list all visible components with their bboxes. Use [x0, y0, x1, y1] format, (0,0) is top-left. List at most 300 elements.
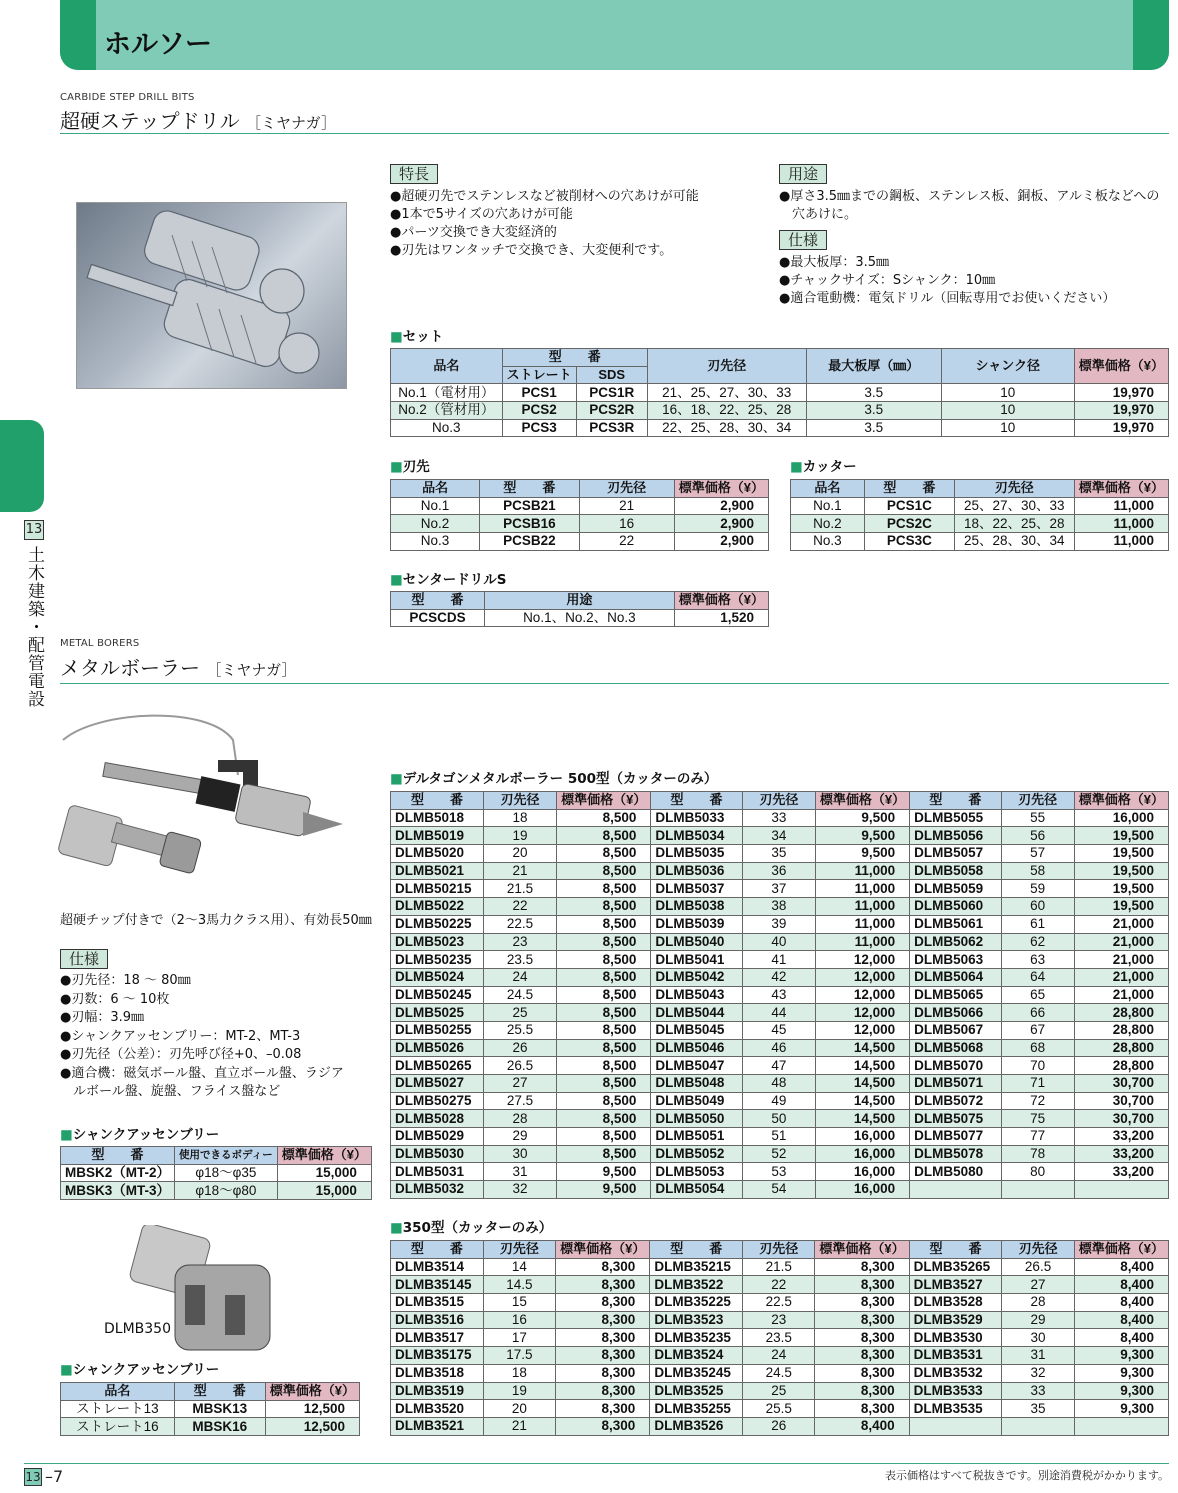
col-header: 型 番: [910, 792, 1001, 810]
table-cell: DLMB5022: [391, 898, 484, 916]
table-cell: 33: [1002, 1382, 1074, 1400]
metal-borer-photo: [58, 700, 358, 900]
table-cell: 14,500: [815, 1057, 909, 1075]
table-cell: DLMB35145: [391, 1276, 484, 1294]
col-header: 標準価格（¥）: [674, 480, 768, 498]
table-cell: 20: [483, 845, 556, 863]
table-cell: 17.5: [483, 1347, 555, 1365]
table-cell: 32: [483, 1181, 556, 1199]
table-cell: DLMB5075: [910, 1110, 1001, 1128]
table-cell: 33,200: [1074, 1163, 1168, 1181]
feature-item: ●1本で5サイズの穴あけが可能: [390, 207, 573, 222]
table-cell: DLMB5070: [910, 1057, 1001, 1075]
table-cell: 30,700: [1074, 1092, 1168, 1110]
page-title: ホルソー: [104, 29, 212, 60]
table-cell: 8,400: [1074, 1294, 1168, 1312]
table-cell: 22.5: [483, 915, 556, 933]
table-cell: No.1: [391, 497, 480, 515]
uses-tag: 用途: [779, 164, 827, 184]
table-cell: 3.5: [806, 402, 941, 420]
table-cell: 21.5: [483, 880, 556, 898]
table-cell: 19,970: [1074, 402, 1168, 420]
table-cell: 2,900: [674, 515, 768, 533]
table-cell: 23.5: [743, 1329, 815, 1347]
table-cell: DLMB3532: [909, 1364, 1002, 1382]
table-cell: 11,000: [815, 933, 909, 951]
col-header: 刃先径: [743, 1241, 815, 1259]
table-cell: DLMB35215: [650, 1258, 743, 1276]
table-cell: 55: [1001, 809, 1074, 827]
t350-table: [390, 1240, 1169, 1436]
table-cell: DLMB3514: [391, 1258, 484, 1276]
table-cell: φ18～φ35: [175, 1164, 278, 1182]
table-cell: 9,500: [557, 1163, 651, 1181]
table-cell: DLMB5072: [910, 1092, 1001, 1110]
table-cell: DLMB3523: [650, 1311, 743, 1329]
table-cell: 11,000: [815, 915, 909, 933]
table-cell: 77: [1001, 1128, 1074, 1146]
table-cell: 67: [1001, 1021, 1074, 1039]
table-cell: 21,000: [1074, 915, 1168, 933]
table-cell: 8,400: [1074, 1276, 1168, 1294]
table-cell: DLMB3526: [650, 1417, 743, 1435]
table-cell: DLMB5044: [651, 1004, 742, 1022]
set-caption: ■セット: [390, 329, 444, 345]
table-cell: DLMB50265: [391, 1057, 484, 1075]
table-cell: 34: [742, 827, 815, 845]
table-row: [391, 515, 769, 533]
table-cell: 9,500: [815, 845, 909, 863]
table-cell: 24: [483, 968, 556, 986]
table-row: [391, 1181, 1169, 1199]
table-cell: DLMB50255: [391, 1021, 484, 1039]
table-cell: 32: [1002, 1364, 1074, 1382]
table-cell: 44: [742, 1004, 815, 1022]
table-cell: 12,500: [265, 1400, 359, 1418]
table-cell: DLMB5018: [391, 809, 484, 827]
col-header: 標準価格（¥）: [1074, 792, 1168, 810]
table-cell: 26.5: [483, 1057, 556, 1075]
table-cell: DLMB5059: [910, 880, 1001, 898]
table-cell: DLMB3529: [909, 1311, 1002, 1329]
table-cell: DLMB5080: [910, 1163, 1001, 1181]
col-header: 標準価格（¥）: [556, 1241, 650, 1259]
table-cell: DLMB5068: [910, 1039, 1001, 1057]
col-header: 刃先径: [579, 480, 674, 498]
table-cell: DLMB5066: [910, 1004, 1001, 1022]
table-cell: DLMB5024: [391, 968, 484, 986]
table-cell: 21,000: [1074, 986, 1168, 1004]
table-cell: [1002, 1417, 1074, 1435]
table-cell: DLMB3520: [391, 1400, 484, 1418]
set-table: [390, 348, 1169, 437]
table-cell: 33,200: [1074, 1145, 1168, 1163]
table-row: [391, 1145, 1169, 1163]
shank1-caption: ■シャンクアッセンブリー: [60, 1127, 220, 1143]
table-cell: MBSK16: [174, 1418, 265, 1436]
table-cell: DLMB35245: [650, 1364, 743, 1382]
table-cell: 28,800: [1074, 1039, 1168, 1057]
metal-note: 超硬チップ付きで（2～3馬力クラス用）、有効長50㎜: [60, 913, 372, 928]
col-header: 標準価格（¥）: [815, 792, 909, 810]
table-cell: 8,500: [557, 986, 651, 1004]
table-cell: 22.5: [743, 1294, 815, 1312]
col-header: 最大板厚（㎜）: [806, 349, 941, 384]
table-cell: DLMB35175: [391, 1347, 484, 1365]
tip-table: [390, 479, 769, 551]
table-cell: DLMB5078: [910, 1145, 1001, 1163]
table-row: [391, 1311, 1169, 1329]
table-cell: 21、25、27、30、33: [647, 384, 806, 402]
table-cell: DLMB5045: [651, 1021, 742, 1039]
step-drill-photo: [76, 202, 347, 389]
col-header: 品名: [791, 480, 865, 498]
table-row: [391, 809, 1169, 827]
table-cell: 27.5: [483, 1092, 556, 1110]
table-cell: 28,800: [1074, 1004, 1168, 1022]
table-cell: DLMB35235: [650, 1329, 743, 1347]
table-cell: 28,800: [1074, 1057, 1168, 1075]
table-cell: 14: [483, 1258, 555, 1276]
col-header: 型 番: [174, 1383, 265, 1401]
col-header: 標準価格（¥）: [557, 792, 651, 810]
features-list: [390, 188, 699, 260]
table-cell: No.1、No.2、No.3: [484, 609, 674, 627]
table-cell: 8,300: [556, 1276, 650, 1294]
table-cell: 9,500: [557, 1181, 651, 1199]
table-cell: 25: [483, 1004, 556, 1022]
col-header: 刃先径: [742, 792, 815, 810]
table-cell: 63: [1001, 951, 1074, 969]
table-cell: 8,300: [556, 1294, 650, 1312]
col-header: 使用できるボディー: [175, 1147, 278, 1165]
table-cell: 16: [579, 515, 674, 533]
table-cell: DLMB5064: [910, 968, 1001, 986]
table-cell: 9,500: [815, 809, 909, 827]
col-header: 刃先径: [954, 480, 1074, 498]
table-cell: PCS3C: [864, 533, 954, 551]
table-cell: DLMB5033: [651, 809, 742, 827]
table-cell: 8,300: [815, 1400, 909, 1418]
table-cell: 19,500: [1074, 845, 1168, 863]
col-header: 型 番: [909, 1241, 1002, 1259]
table-cell: 30: [1002, 1329, 1074, 1347]
table-cell: PCSB16: [480, 515, 579, 533]
table-row: [391, 1364, 1169, 1382]
col-header: 刃先径: [483, 1241, 555, 1259]
t350-header-row: [391, 1241, 1169, 1259]
table-cell: DLMB5029: [391, 1128, 484, 1146]
metal-spec-tag: 仕様: [60, 949, 108, 969]
table-row: [391, 880, 1169, 898]
table-cell: 8,300: [556, 1258, 650, 1276]
col-header: 品名: [391, 349, 503, 384]
table-cell: 11,000: [1074, 497, 1168, 515]
col-header: ストレート: [502, 366, 576, 384]
table-cell: 18: [483, 809, 556, 827]
table-cell: 75: [1001, 1110, 1074, 1128]
set-table-body: [391, 384, 1169, 437]
table-cell: 68: [1001, 1039, 1074, 1057]
table-row: [391, 1128, 1169, 1146]
table-cell: [1001, 1181, 1074, 1199]
table-cell: 26: [483, 1039, 556, 1057]
table-row: [391, 1258, 1169, 1276]
table-cell: 70: [1001, 1057, 1074, 1075]
table-cell: 8,500: [557, 898, 651, 916]
table-cell: 36: [742, 862, 815, 880]
table-cell: 60: [1001, 898, 1074, 916]
table-cell: 65: [1001, 986, 1074, 1004]
table-cell: PCSCDS: [391, 609, 485, 627]
table-cell: 21,000: [1074, 933, 1168, 951]
table-cell: DLMB5058: [910, 862, 1001, 880]
step-section-en: CARBIDE STEP DRILL BITS: [60, 92, 195, 103]
table-cell: 16,000: [1074, 809, 1168, 827]
table-cell: DLMB5056: [910, 827, 1001, 845]
table-cell: 56: [1001, 827, 1074, 845]
table-row: [391, 1400, 1169, 1418]
col-header: 標準価格（¥）: [1074, 349, 1168, 384]
table-cell: 15,000: [277, 1164, 371, 1182]
col-header: 型 番: [651, 792, 742, 810]
table-row: [391, 862, 1169, 880]
table-cell: PCS1: [502, 384, 576, 402]
t350-caption: ■350型（カッターのみ）: [390, 1220, 553, 1236]
table-cell: PCS1C: [864, 497, 954, 515]
table-cell: DLMB5037: [651, 880, 742, 898]
table-cell: PCS1R: [576, 384, 647, 402]
feature-item: ●刃先はワンタッチで交換でき、大変便利です。: [390, 243, 673, 258]
table-cell: DLMB5071: [910, 1075, 1001, 1093]
table-cell: 27: [483, 1075, 556, 1093]
table-cell: 8,300: [815, 1329, 909, 1347]
table-cell: 11,000: [815, 880, 909, 898]
table-cell: DLMB5077: [910, 1128, 1001, 1146]
table-cell: DLMB5062: [910, 933, 1001, 951]
table-cell: 9,300: [1074, 1364, 1168, 1382]
table-cell: 41: [742, 951, 815, 969]
table-cell: DLMB3531: [909, 1347, 1002, 1365]
cutter-table: [790, 479, 1169, 551]
table-cell: 16: [483, 1311, 555, 1329]
table-cell: 42: [742, 968, 815, 986]
shank2-caption: ■シャンクアッセンブリー: [60, 1362, 220, 1378]
table-cell: DLMB5034: [651, 827, 742, 845]
table-row: [391, 609, 769, 627]
table-cell: 22、25、28、30、34: [647, 419, 806, 437]
col-header: 型 番: [391, 592, 485, 610]
shank1-table-body: [61, 1164, 372, 1199]
table-cell: 8,300: [815, 1294, 909, 1312]
table-cell: DLMB5055: [910, 809, 1001, 827]
table-cell: 38: [742, 898, 815, 916]
table-row: [61, 1182, 372, 1200]
table-row: [391, 827, 1169, 845]
table-cell: 8,400: [1074, 1258, 1168, 1276]
col-header: 品名: [61, 1383, 175, 1401]
table-cell: 8,300: [815, 1276, 909, 1294]
table-cell: 8,500: [557, 1057, 651, 1075]
features-block: [390, 164, 699, 260]
table-cell: DLMB3528: [909, 1294, 1002, 1312]
table-row: [391, 1294, 1169, 1312]
table-cell: 8,500: [557, 880, 651, 898]
table-cell: ストレート16: [61, 1418, 175, 1436]
table-cell: 22: [483, 898, 556, 916]
t500-caption: ■デルタゴンメタルボーラー 500型（カッターのみ）: [390, 771, 718, 787]
table-cell: 14.5: [483, 1276, 555, 1294]
table-cell: DLMB5047: [651, 1057, 742, 1075]
table-cell: 8,500: [557, 1039, 651, 1057]
table-cell: DLMB5060: [910, 898, 1001, 916]
table-cell: PCS3R: [576, 419, 647, 437]
table-cell: 19: [483, 1382, 555, 1400]
use-item: ●厚さ3.5㎜までの鋼板、ステンレス板、銅板、アルミ板などへの: [779, 189, 1160, 204]
table-cell: DLMB5030: [391, 1145, 484, 1163]
table-cell: 66: [1001, 1004, 1074, 1022]
t350-table-body: [391, 1258, 1169, 1435]
table-cell: DLMB5040: [651, 933, 742, 951]
table-cell: DLMB3530: [909, 1329, 1002, 1347]
col-header: 標準価格（¥）: [265, 1383, 359, 1401]
table-cell: 24.5: [743, 1364, 815, 1382]
t500-table-body: [391, 809, 1169, 1198]
table-row: [391, 1004, 1169, 1022]
table-cell: 12,000: [815, 951, 909, 969]
table-cell: DLMB5026: [391, 1039, 484, 1057]
table-cell: DLMB50245: [391, 986, 484, 1004]
table-cell: 29: [1002, 1311, 1074, 1329]
table-cell: 8,500: [557, 1075, 651, 1093]
table-cell: DLMB35265: [909, 1258, 1002, 1276]
table-cell: DLMB3517: [391, 1329, 484, 1347]
table-cell: 71: [1001, 1075, 1074, 1093]
table-row: [391, 845, 1169, 863]
table-cell: DLMB5052: [651, 1145, 742, 1163]
table-cell: 8,500: [557, 827, 651, 845]
tip-caption: ■刃先: [390, 459, 430, 475]
table-cell: 35: [742, 845, 815, 863]
spec-item: ●チャックサイズ：Sシャンク：10㎜: [779, 273, 996, 288]
table-cell: 43: [742, 986, 815, 1004]
table-cell: DLMB3515: [391, 1294, 484, 1312]
table-cell: 26.5: [1002, 1258, 1074, 1276]
table-cell: No.3: [391, 419, 503, 437]
table-cell: 10: [941, 402, 1074, 420]
table-cell: 8,300: [815, 1258, 909, 1276]
table-cell: 59: [1001, 880, 1074, 898]
table-cell: 80: [1001, 1163, 1074, 1181]
table-cell: DLMB5039: [651, 915, 742, 933]
table-cell: 78: [1001, 1145, 1074, 1163]
table-cell: DLMB5041: [651, 951, 742, 969]
table-cell: 24.5: [483, 986, 556, 1004]
col-header: SDS: [576, 366, 647, 384]
table-cell: DLMB5054: [651, 1181, 742, 1199]
table-cell: PCSB21: [480, 497, 579, 515]
table-cell: 8,300: [556, 1347, 650, 1365]
table-row: [391, 1110, 1169, 1128]
col-header: 型 番: [391, 1241, 484, 1259]
chapter-number: 13: [24, 520, 44, 540]
table-cell: 12,000: [815, 968, 909, 986]
table-cell: 10: [941, 419, 1074, 437]
table-cell: DLMB5043: [651, 986, 742, 1004]
col-header: 型 番: [61, 1147, 175, 1165]
table-cell: 2,900: [674, 533, 768, 551]
table-cell: 57: [1001, 845, 1074, 863]
table-cell: [1074, 1181, 1168, 1199]
table-cell: 35: [1002, 1400, 1074, 1418]
chapter-label: 土木建築・配管電設: [24, 546, 44, 708]
table-cell: 28: [483, 1110, 556, 1128]
spec-item: ●刃先径：18 ～ 80㎜: [60, 973, 191, 988]
table-cell: 61: [1001, 915, 1074, 933]
table-cell: 19,500: [1074, 880, 1168, 898]
table-cell: 19,500: [1074, 827, 1168, 845]
table-cell: 8,300: [556, 1400, 650, 1418]
table-cell: DLMB5049: [651, 1092, 742, 1110]
table-cell: 8,500: [557, 1004, 651, 1022]
table-cell: 31: [483, 1163, 556, 1181]
table-cell: 58: [1001, 862, 1074, 880]
table-cell: No.2: [391, 515, 480, 533]
table-cell: 49: [742, 1092, 815, 1110]
table-cell: DLMB5032: [391, 1181, 484, 1199]
table-cell: 45: [742, 1021, 815, 1039]
table-cell: 11,000: [815, 898, 909, 916]
table-cell: 25、28、30、34: [954, 533, 1074, 551]
table-cell: 23: [483, 933, 556, 951]
table-cell: 8,500: [557, 1092, 651, 1110]
table-row: [791, 533, 1169, 551]
table-cell: 8,300: [815, 1347, 909, 1365]
table-cell: 25: [743, 1382, 815, 1400]
table-cell: DLMB50275: [391, 1092, 484, 1110]
center-table-body: [391, 609, 769, 627]
table-cell: 30: [483, 1145, 556, 1163]
table-cell: DLMB5051: [651, 1128, 742, 1146]
table-cell: 15: [483, 1294, 555, 1312]
table-cell: DLMB35225: [650, 1294, 743, 1312]
spec-item: ●刃幅：3.9㎜: [60, 1010, 145, 1025]
table-cell: DLMB5057: [910, 845, 1001, 863]
table-cell: DLMB3519: [391, 1382, 484, 1400]
metal-section-rule: [60, 683, 1169, 684]
table-cell: DLMB50215: [391, 880, 484, 898]
table-cell: 8,500: [557, 845, 651, 863]
table-cell: No.2: [791, 515, 865, 533]
table-cell: DLMB3527: [909, 1276, 1002, 1294]
table-cell: 9,300: [1074, 1382, 1168, 1400]
table-cell: 11,000: [1074, 533, 1168, 551]
uses-block: [779, 164, 1169, 308]
table-cell: 26: [743, 1417, 815, 1435]
col-header: 刃先径: [1002, 1241, 1074, 1259]
cutter-table-body: [791, 497, 1169, 550]
table-cell: [909, 1417, 1002, 1435]
table-cell: 46: [742, 1039, 815, 1057]
table-row: [391, 1276, 1169, 1294]
table-cell: 14,500: [815, 1075, 909, 1093]
table-cell: DLMB5031: [391, 1163, 484, 1181]
table-cell: DLMB5028: [391, 1110, 484, 1128]
table-cell: DLMB5048: [651, 1075, 742, 1093]
table-cell: 16,000: [815, 1128, 909, 1146]
table-cell: 23: [743, 1311, 815, 1329]
table-cell: 21: [483, 862, 556, 880]
